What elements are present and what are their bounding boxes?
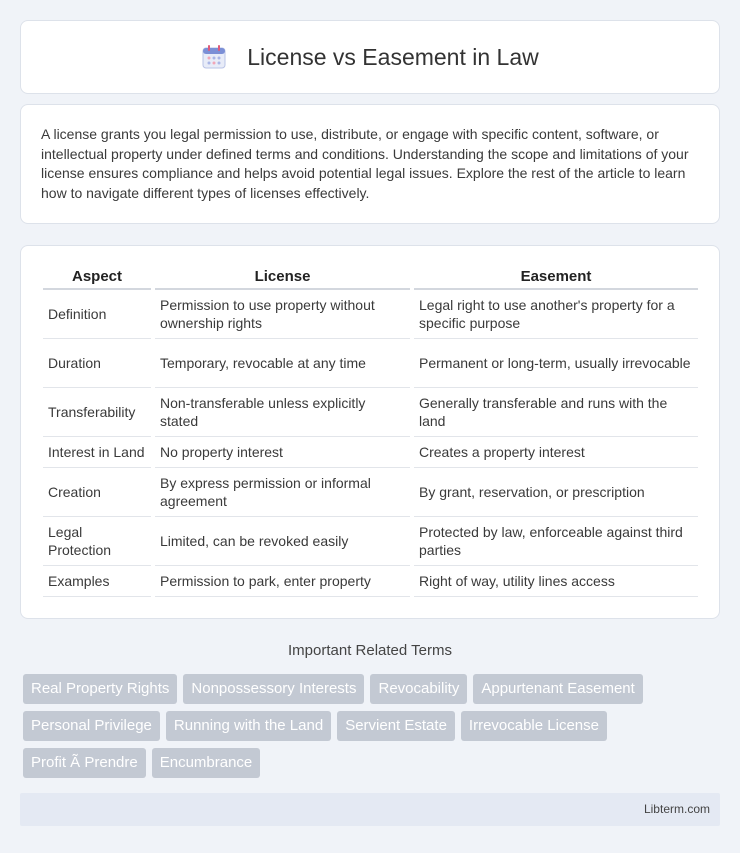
tag-servient-estate[interactable]: Servient Estate	[337, 711, 455, 741]
tag-appurtenant-easement[interactable]: Appurtenant Easement	[473, 674, 642, 704]
tag-irrevocable-license[interactable]: Irrevocable License	[461, 711, 607, 741]
tag-running-with-the-land[interactable]: Running with the Land	[166, 711, 331, 741]
tag-nonpossessory-interests[interactable]: Nonpossessory Interests	[183, 674, 364, 704]
cell-aspect: Examples	[43, 566, 151, 597]
tag-revocability[interactable]: Revocability	[370, 674, 467, 704]
intro-text: A license grants you legal permission to use, distribute, or engage with specific content, software, or intellectual property under defined terms and conditions. Understanding the scope and limitations of your license ensures compliance and helps avoid potential legal issues. Explore the rest of the article to learn how to navigate different types of licenses effectively.	[41, 126, 689, 201]
tag-encumbrance[interactable]: Encumbrance	[152, 748, 261, 778]
cell-aspect: Legal Protection	[43, 517, 151, 566]
calendar-icon	[201, 44, 227, 70]
comparison-table	[39, 266, 702, 597]
cell-license: No property interest	[155, 437, 410, 468]
cell-aspect: Interest in Land	[43, 437, 151, 468]
table-header-row	[43, 266, 698, 290]
cell-aspect: Duration	[43, 339, 151, 388]
related-terms-tags	[23, 674, 723, 785]
cell-easement: Generally transferable and runs with the land	[414, 388, 698, 437]
tag-real-property-rights[interactable]: Real Property Rights	[23, 674, 177, 704]
related-terms-title: Important Related Terms	[288, 642, 452, 659]
cell-aspect: Definition	[43, 290, 151, 339]
tag-personal-privilege[interactable]: Personal Privilege	[23, 711, 160, 741]
header-license: License	[155, 266, 410, 290]
footer	[20, 793, 720, 826]
intro-section	[20, 104, 720, 224]
comparison-table-card	[20, 245, 720, 619]
cell-easement: Protected by law, enforceable against third parties	[414, 517, 698, 566]
table-row	[43, 388, 698, 437]
cell-license: Non-transferable unless explicitly stated	[155, 388, 410, 437]
table-row	[43, 517, 698, 566]
cell-license: Permission to use property without ownership rights	[155, 290, 410, 339]
tag-profit-a-prendre[interactable]: Profit Ã Prendre	[23, 748, 146, 778]
cell-aspect: Transferability	[43, 388, 151, 437]
cell-license: By express permission or informal agreement	[155, 468, 410, 517]
page-header	[20, 20, 720, 94]
header-easement: Easement	[414, 266, 698, 290]
cell-easement: Creates a property interest	[414, 437, 698, 468]
cell-easement: Right of way, utility lines access	[414, 566, 698, 597]
cell-easement: Legal right to use another's property for a specific purpose	[414, 290, 698, 339]
cell-easement: Permanent or long-term, usually irrevocable	[414, 339, 698, 388]
header-aspect: Aspect	[43, 266, 151, 290]
footer-site-link[interactable]: Libterm.com	[643, 802, 710, 816]
cell-aspect: Creation	[43, 468, 151, 517]
cell-license: Temporary, revocable at any time	[155, 339, 410, 388]
table-row	[43, 468, 698, 517]
cell-easement: By grant, reservation, or prescription	[414, 468, 698, 517]
table-row	[43, 339, 698, 388]
page-title: License vs Easement in Law	[247, 43, 539, 70]
table-row	[43, 566, 698, 597]
table-row	[43, 437, 698, 468]
cell-license: Permission to park, enter property	[155, 566, 410, 597]
table-row	[43, 290, 698, 339]
cell-license: Limited, can be revoked easily	[155, 517, 410, 566]
